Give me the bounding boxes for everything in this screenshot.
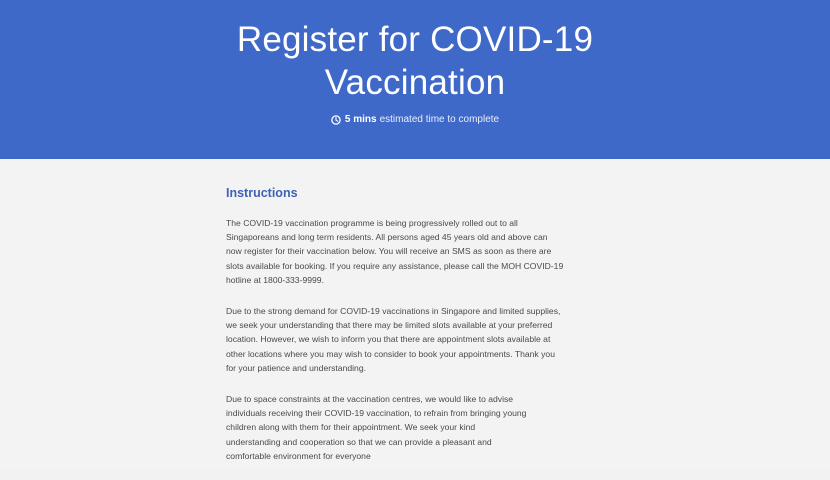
estimated-time <box>0 113 830 127</box>
paragraph-line: Due to space constraints at the vaccination centres, we would like to advise <box>226 394 514 405</box>
page-title-line: Register for COVID-19 <box>236 20 594 59</box>
clock-icon <box>331 115 341 125</box>
estimated-time-value: 5 mins <box>344 114 377 125</box>
paragraph-line: comfortable environment for everyone <box>226 450 371 461</box>
paragraph-line: Due to the strong demand for COVID-19 vaccinations in Singapore and limited supplies, <box>226 306 561 317</box>
instructions-paragraph <box>226 304 586 375</box>
paragraph-line: Singaporeans and long term residents. All persons aged 45 years old and above can <box>226 232 548 243</box>
paragraph-line: children along with them for their appointment. We seek your kind <box>226 422 476 433</box>
instructions-heading: Instructions <box>226 186 298 200</box>
paragraph-line: understanding and cooperation so that we can provide a pleasant and <box>226 436 492 447</box>
page-title-line: Vaccination <box>324 63 506 102</box>
paragraph-line: for your patience and understanding. <box>226 362 366 373</box>
instructions-paragraph <box>226 216 586 287</box>
paragraph-line: other locations where you may wish to consider to book your appointments. Thank you <box>226 348 555 359</box>
instructions-section <box>226 185 586 480</box>
paragraph-line: we seek your understanding that there may be limited slots available at your preferred <box>226 320 553 331</box>
paragraph-line: now register for their vaccination below. You will receive an SMS as soon as there are <box>226 246 552 257</box>
page-header <box>0 0 830 159</box>
paragraph-line: location. However, we wish to inform you that there are appointment slots available at <box>226 334 551 345</box>
main-content <box>0 159 830 468</box>
page-title <box>0 18 830 104</box>
estimated-time-label: estimated time to complete <box>379 114 500 125</box>
paragraph-line: hotline at 1800-333-9999. <box>226 274 324 285</box>
instructions-paragraph <box>226 392 586 463</box>
paragraph-line: slots available for booking. If you require any assistance, please call the MOH COVID-19 <box>226 260 564 271</box>
paragraph-line: The COVID-19 vaccination programme is being progressively rolled out to all <box>226 218 518 228</box>
paragraph-line: individuals receiving their COVID-19 vaccination, to refrain from bringing young <box>226 408 527 419</box>
